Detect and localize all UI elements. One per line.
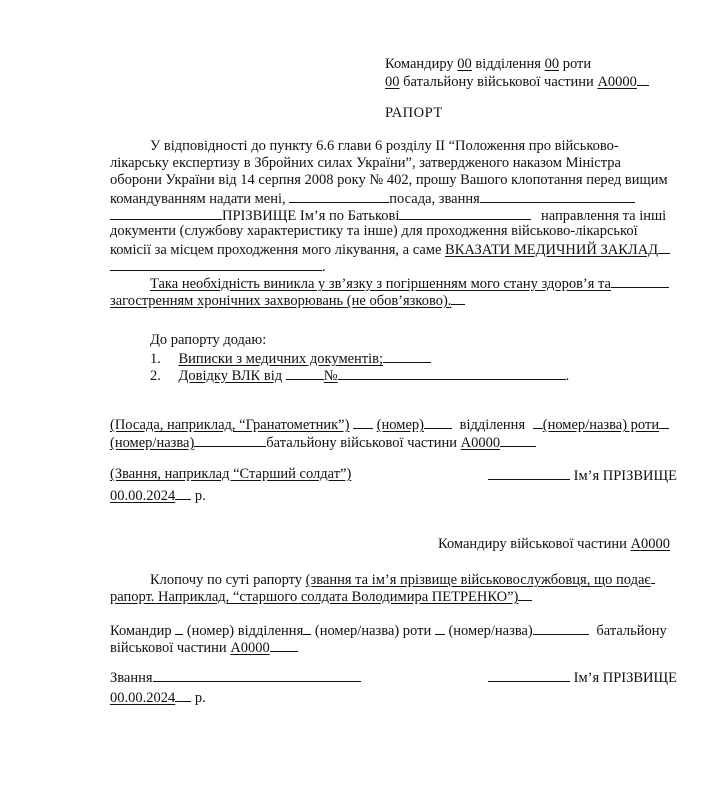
attachment-item-1: 1. Виписки з медичних документів;: [150, 349, 431, 368]
squad-number: 00: [457, 56, 472, 72]
signer-name: Ім’я ПРІЗВИЩЕ: [488, 466, 677, 485]
body-line-8: .: [110, 257, 326, 276]
attachment-item-2: 2. Довідку ВЛК від № .: [150, 368, 570, 384]
body-line-3: оборони України від 14 серпня 2008 року № 402, прошу Вашого клопотання перед вищим: [110, 172, 668, 188]
reason-line-2: загостренням хронічних захворювань (не обов’язково).: [110, 291, 465, 310]
position-rank-field: посада, звання: [389, 191, 480, 207]
commander-signature-line-2: військової частини А0000: [110, 638, 298, 657]
body-line-4: командуванням надати мені, посада, звання: [110, 189, 635, 208]
body-line-6: документи (службову характеристику та інше) для проходження військово-лікарської: [110, 223, 638, 239]
unit-number: А0000: [597, 74, 637, 90]
signer-position-line: (Посада, наприклад, “Гранатометник”) (номер) відділення (номер/назва) роти: [110, 415, 669, 434]
medical-facility-field: ВКАЗАТИ МЕДИЧНИЙ ЗАКЛАД: [445, 242, 659, 258]
commander-signature-line-1: Командир (номер) відділення (номер/назва) роти (номер/назва) батальйону: [110, 623, 667, 639]
commander-addressee: Командиру військової частини А0000: [438, 536, 671, 552]
commander-date: 00.00.2024 р.: [110, 690, 206, 706]
battalion-number: 00: [385, 74, 400, 90]
addressee-line-1: Командиру 00 відділення 00 роти: [385, 56, 592, 72]
full-name-field: ПРІЗВИЩЕ Ім’я по Батькові: [222, 208, 400, 224]
body-line-7: комісії за місцем проходження мого лікування, а саме ВКАЗАТИ МЕДИЧНИЙ ЗАКЛАД: [110, 240, 670, 259]
attachments-intro: До рапорту додаю:: [150, 332, 267, 348]
signer-date: 00.00.2024 р.: [110, 488, 206, 504]
commander-name: Ім’я ПРІЗВИЩЕ: [488, 668, 677, 687]
body-line-5: ПРІЗВИЩЕ Ім’я по Батькові направлення та інші: [110, 206, 666, 225]
company-number: 00: [544, 56, 560, 72]
body-line-1: У відповідності до пункту 6.6 глави 6 розділу ІІ “Положення про військово-: [150, 138, 619, 154]
petition-line-1: Клопочу по суті рапорту (звання та ім’я прізвище військовослужбовця, що подає: [150, 570, 655, 589]
document-title: РАПОРТ: [385, 105, 443, 121]
addressee-line-2: 00 батальйону військової частини А0000: [385, 72, 649, 91]
commander-rank: Звання: [110, 668, 361, 687]
signer-rank: (Звання, наприклад “Старший солдат”): [110, 466, 352, 482]
reason-line-1: Така необхідність виникла у зв’язку з погіршенням мого стану здоров’я та: [150, 274, 669, 293]
body-line-2: лікарську експертизу в Збройних силах України”, затвердженого наказом Міністра: [110, 155, 621, 171]
signer-battalion-line: (номер/назва) батальйону військової частини А0000: [110, 433, 536, 452]
petition-line-2: рапорт. Наприклад, “старшого солдата Володимира ПЕТРЕНКО”): [110, 587, 532, 606]
